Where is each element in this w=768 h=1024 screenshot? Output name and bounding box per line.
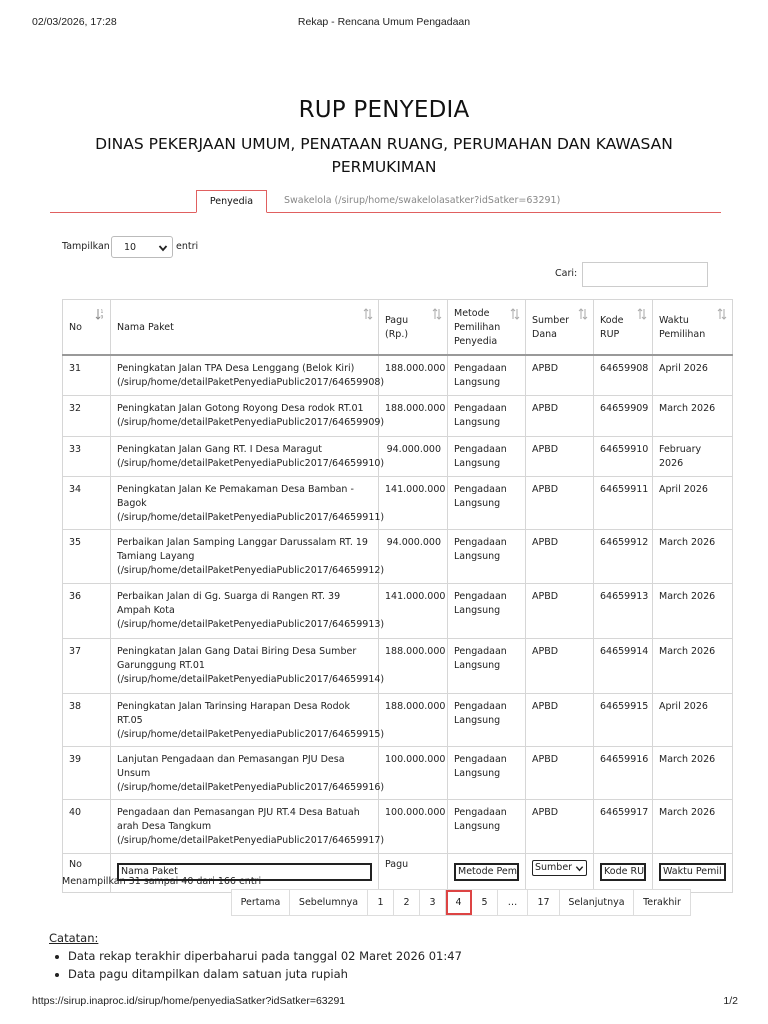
col-header-sumber-label: Sumber Dana: [532, 314, 570, 340]
cell-kode: 64659913: [594, 584, 653, 639]
sort-asc-icon: [95, 308, 105, 320]
cell-waktu: March 2026: [653, 530, 733, 584]
table-row: [63, 437, 733, 477]
cell-metode: Pengadaan Langsung: [448, 584, 526, 639]
svg-text:1: 1: [100, 310, 104, 315]
cell-no: 36: [63, 584, 111, 639]
cell-sumber: APBD: [526, 477, 594, 530]
table-row: [63, 477, 733, 530]
cell-pagu: 100.000.000: [379, 800, 448, 854]
print-datetime: 02/03/2026, 17:28: [32, 16, 117, 28]
page-subtitle: DINAS PEKERJAAN UMUM, PENATAAN RUANG, PERUMAHAN DAN KAWASAN PERMUKIMAN: [95, 135, 673, 176]
sort-icon: [363, 308, 373, 320]
cell-sumber: APBD: [526, 396, 594, 437]
cell-pagu: 188.000.000: [379, 396, 448, 437]
search-label: Cari:: [555, 268, 578, 279]
cell-no: 32: [63, 396, 111, 437]
tab-penyedia[interactable]: Penyedia: [196, 190, 267, 213]
cell-pagu: 188.000.000: [379, 355, 448, 396]
length-select[interactable]: [111, 236, 173, 258]
col-header-metode-label: Metode Pemilihan Penyedia: [454, 307, 501, 347]
cell-sumber: APBD: [526, 437, 594, 477]
page-prev-button[interactable]: Sebelumnya: [290, 890, 368, 915]
cell-pagu: 141.000.000: [379, 477, 448, 530]
filter-metode-input[interactable]: Metode Pem: [454, 863, 519, 881]
cell-waktu: March 2026: [653, 584, 733, 639]
col-header-sumber[interactable]: [526, 300, 594, 355]
cell-pagu: 94.000.000: [379, 530, 448, 584]
length-label-after: entri: [176, 241, 199, 252]
page-next-button[interactable]: Selanjutnya: [560, 890, 634, 915]
col-header-nama-label: Nama Paket: [117, 321, 174, 333]
cell-nama-paket[interactable]: Perbaikan Jalan di Gg. Suarga di Rangen RT. 39 Ampah Kota (/sirup/home/detailPaketPenyediaPublic2017/64659913): [111, 584, 379, 639]
cell-sumber: APBD: [526, 355, 594, 396]
tab-bar: [50, 190, 721, 213]
cell-kode: 64659916: [594, 747, 653, 800]
svg-text:9: 9: [100, 315, 104, 320]
cell-kode: 64659910: [594, 437, 653, 477]
print-page-number: 1/2: [723, 995, 738, 1007]
sort-icon: [578, 308, 588, 320]
cell-nama-paket[interactable]: Peningkatan Jalan Gang RT. I Desa Maragut (/sirup/home/detailPaketPenyediaPublic2017/64659910): [111, 437, 379, 477]
cell-waktu: March 2026: [653, 800, 733, 854]
cell-no: 37: [63, 639, 111, 694]
print-url: https://sirup.inaproc.id/sirup/home/penyediaSatker?idSatker=63291: [32, 995, 346, 1007]
cell-pagu: 188.000.000: [379, 639, 448, 694]
cell-sumber: APBD: [526, 639, 594, 694]
col-header-nama-paket[interactable]: [111, 300, 379, 355]
cell-kode: 64659911: [594, 477, 653, 530]
col-header-pagu[interactable]: [379, 300, 448, 355]
rup-table: [62, 299, 733, 893]
print-footer: [32, 995, 738, 1009]
page-2-button[interactable]: 2: [394, 890, 420, 915]
col-header-waktu[interactable]: [653, 300, 733, 355]
print-doc-title: Rekap - Rencana Umum Pengadaan: [297, 16, 471, 28]
filter-nama-paket-input[interactable]: Nama Paket: [117, 863, 372, 881]
col-header-pagu-label: Pagu (Rp.): [385, 314, 409, 340]
cell-kode: 64659909: [594, 396, 653, 437]
cell-sumber: APBD: [526, 800, 594, 854]
cell-waktu: April 2026: [653, 694, 733, 747]
page-3-button[interactable]: 3: [420, 890, 446, 915]
cell-nama-paket[interactable]: Peningkatan Jalan Gang Datai Biring Desa Sumber Garunggung RT.01 (/sirup/home/detailPaketPenyediaPublic2017/64659914): [111, 639, 379, 694]
filter-waktu-input[interactable]: Waktu Pemil: [659, 863, 726, 881]
table-row: [63, 396, 733, 437]
filter-kode-cell: [594, 854, 653, 893]
col-header-no-label: No: [69, 321, 82, 333]
filter-kode-input[interactable]: Kode RU: [600, 863, 646, 881]
chevron-down-icon: [575, 864, 584, 873]
table-row: [63, 639, 733, 694]
cell-sumber: APBD: [526, 584, 594, 639]
cell-no: 40: [63, 800, 111, 854]
filter-sumber-cell: [526, 854, 594, 893]
page-1-button[interactable]: 1: [368, 890, 394, 915]
col-header-kode-label: Kode RUP: [600, 314, 624, 340]
cell-nama-paket[interactable]: Lanjutan Pengadaan dan Pemasangan PJU Desa Unsum (/sirup/home/detailPaketPenyediaPublic2017/64659916): [111, 747, 379, 800]
print-header: [32, 16, 736, 30]
cell-no: 38: [63, 694, 111, 747]
cell-nama-paket[interactable]: Pengadaan dan Pemasangan PJU RT.4 Desa Batuah arah Desa Tangkum (/sirup/home/detailPaketPenyediaPublic2017/64659917): [111, 800, 379, 854]
table-header-row: [63, 300, 733, 355]
cell-waktu: March 2026: [653, 747, 733, 800]
col-header-kode[interactable]: [594, 300, 653, 355]
table-row: [63, 694, 733, 747]
cell-no: 35: [63, 530, 111, 584]
notes-list: [49, 947, 462, 983]
cell-metode: Pengadaan Langsung: [448, 437, 526, 477]
length-label: Tampilkan: [62, 241, 110, 252]
cell-pagu: 141.000.000: [379, 584, 448, 639]
cell-metode: Pengadaan Langsung: [448, 694, 526, 747]
page-4-button[interactable]: 4: [446, 890, 472, 915]
cell-nama-paket[interactable]: Peningkatan Jalan Tarinsing Harapan Desa Rodok RT.05 (/sirup/home/detailPaketPenyediaPublic2017/64659915): [111, 694, 379, 747]
page-ellipsis: …: [498, 890, 528, 915]
sort-icon: [432, 308, 442, 320]
cell-metode: Pengadaan Langsung: [448, 396, 526, 437]
cell-nama-paket[interactable]: Peningkatan Jalan Ke Pemakaman Desa Bamban - Bagok (/sirup/home/detailPaketPenyediaPublic2017/64659911): [111, 477, 379, 530]
cell-nama-paket[interactable]: Peningkatan Jalan Gotong Royong Desa rodok RT.01 (/sirup/home/detailPaketPenyediaPublic2017/64659909): [111, 396, 379, 437]
cell-sumber: APBD: [526, 694, 594, 747]
table-row: [63, 355, 733, 396]
table-row: [63, 584, 733, 639]
cell-kode: 64659908: [594, 355, 653, 396]
notes-heading: Catatan:: [49, 931, 99, 945]
page-title: RUP PENYEDIA: [298, 97, 470, 123]
filter-sumber-select[interactable]: [532, 860, 587, 876]
filter-sumber-value: Sumber: [535, 862, 573, 873]
cell-no: 34: [63, 477, 111, 530]
sort-icon: [637, 308, 647, 320]
cell-kode: 64659915: [594, 694, 653, 747]
sort-icon: [510, 308, 520, 320]
filter-waktu-cell: [653, 854, 733, 893]
cell-waktu: April 2026: [653, 355, 733, 396]
chevron-down-icon: [158, 243, 168, 253]
filter-no-label: No: [63, 854, 111, 893]
table-info: Menampilkan 31 sampai 40 dari 166 entri: [62, 876, 262, 887]
sort-icon: [717, 308, 727, 320]
cell-metode: Pengadaan Langsung: [448, 639, 526, 694]
pagination: [231, 889, 691, 916]
cell-no: 39: [63, 747, 111, 800]
cell-pagu: 100.000.000: [379, 747, 448, 800]
note-item: Data rekap terakhir diperbaharui pada tanggal 02 Maret 2026 01:47: [68, 949, 462, 963]
cell-waktu: February 2026: [653, 437, 733, 477]
cell-waktu: March 2026: [653, 396, 733, 437]
cell-waktu: March 2026: [653, 639, 733, 694]
page-5-button[interactable]: 5: [472, 890, 498, 915]
cell-sumber: APBD: [526, 530, 594, 584]
cell-sumber: APBD: [526, 747, 594, 800]
cell-no: 31: [63, 355, 111, 396]
table-row: [63, 747, 733, 800]
col-header-no[interactable]: [63, 300, 111, 355]
col-header-metode[interactable]: [448, 300, 526, 355]
cell-metode: Pengadaan Langsung: [448, 530, 526, 584]
filter-metode-cell: [448, 854, 526, 893]
note-item: Data pagu ditampilkan dalam satuan juta rupiah: [68, 965, 462, 983]
filter-pagu-label: Pagu: [379, 854, 448, 893]
cell-metode: Pengadaan Langsung: [448, 477, 526, 530]
table-row: [63, 800, 733, 854]
tab-swakelola[interactable]: Swakelola (/sirup/home/swakelolasatker?idSatker=63291): [284, 195, 561, 206]
cell-metode: Pengadaan Langsung: [448, 800, 526, 854]
table-row: [63, 530, 733, 584]
search-input[interactable]: [582, 262, 708, 287]
cell-pagu: 188.000.000: [379, 694, 448, 747]
cell-nama-paket[interactable]: Peningkatan Jalan TPA Desa Lenggang (Belok Kiri) (/sirup/home/detailPaketPenyediaPublic2017/64659908): [111, 355, 379, 396]
page-last-button[interactable]: Terakhir: [634, 890, 690, 915]
cell-metode: Pengadaan Langsung: [448, 747, 526, 800]
cell-pagu: 94.000.000: [379, 437, 448, 477]
col-header-waktu-label: Waktu Pemilihan: [659, 314, 706, 340]
cell-waktu: April 2026: [653, 477, 733, 530]
cell-kode: 64659914: [594, 639, 653, 694]
cell-no: 33: [63, 437, 111, 477]
page-17-button[interactable]: 17: [528, 890, 560, 915]
cell-kode: 64659912: [594, 530, 653, 584]
length-select-value: 10: [124, 242, 137, 253]
cell-nama-paket[interactable]: Perbaikan Jalan Samping Langgar Darussalam RT. 19 Tamiang Layang (/sirup/home/detailPaketPenyediaPublic2017/64659912): [111, 530, 379, 584]
cell-kode: 64659917: [594, 800, 653, 854]
cell-metode: Pengadaan Langsung: [448, 355, 526, 396]
page-first-button[interactable]: Pertama: [232, 890, 290, 915]
notes: [49, 929, 462, 983]
